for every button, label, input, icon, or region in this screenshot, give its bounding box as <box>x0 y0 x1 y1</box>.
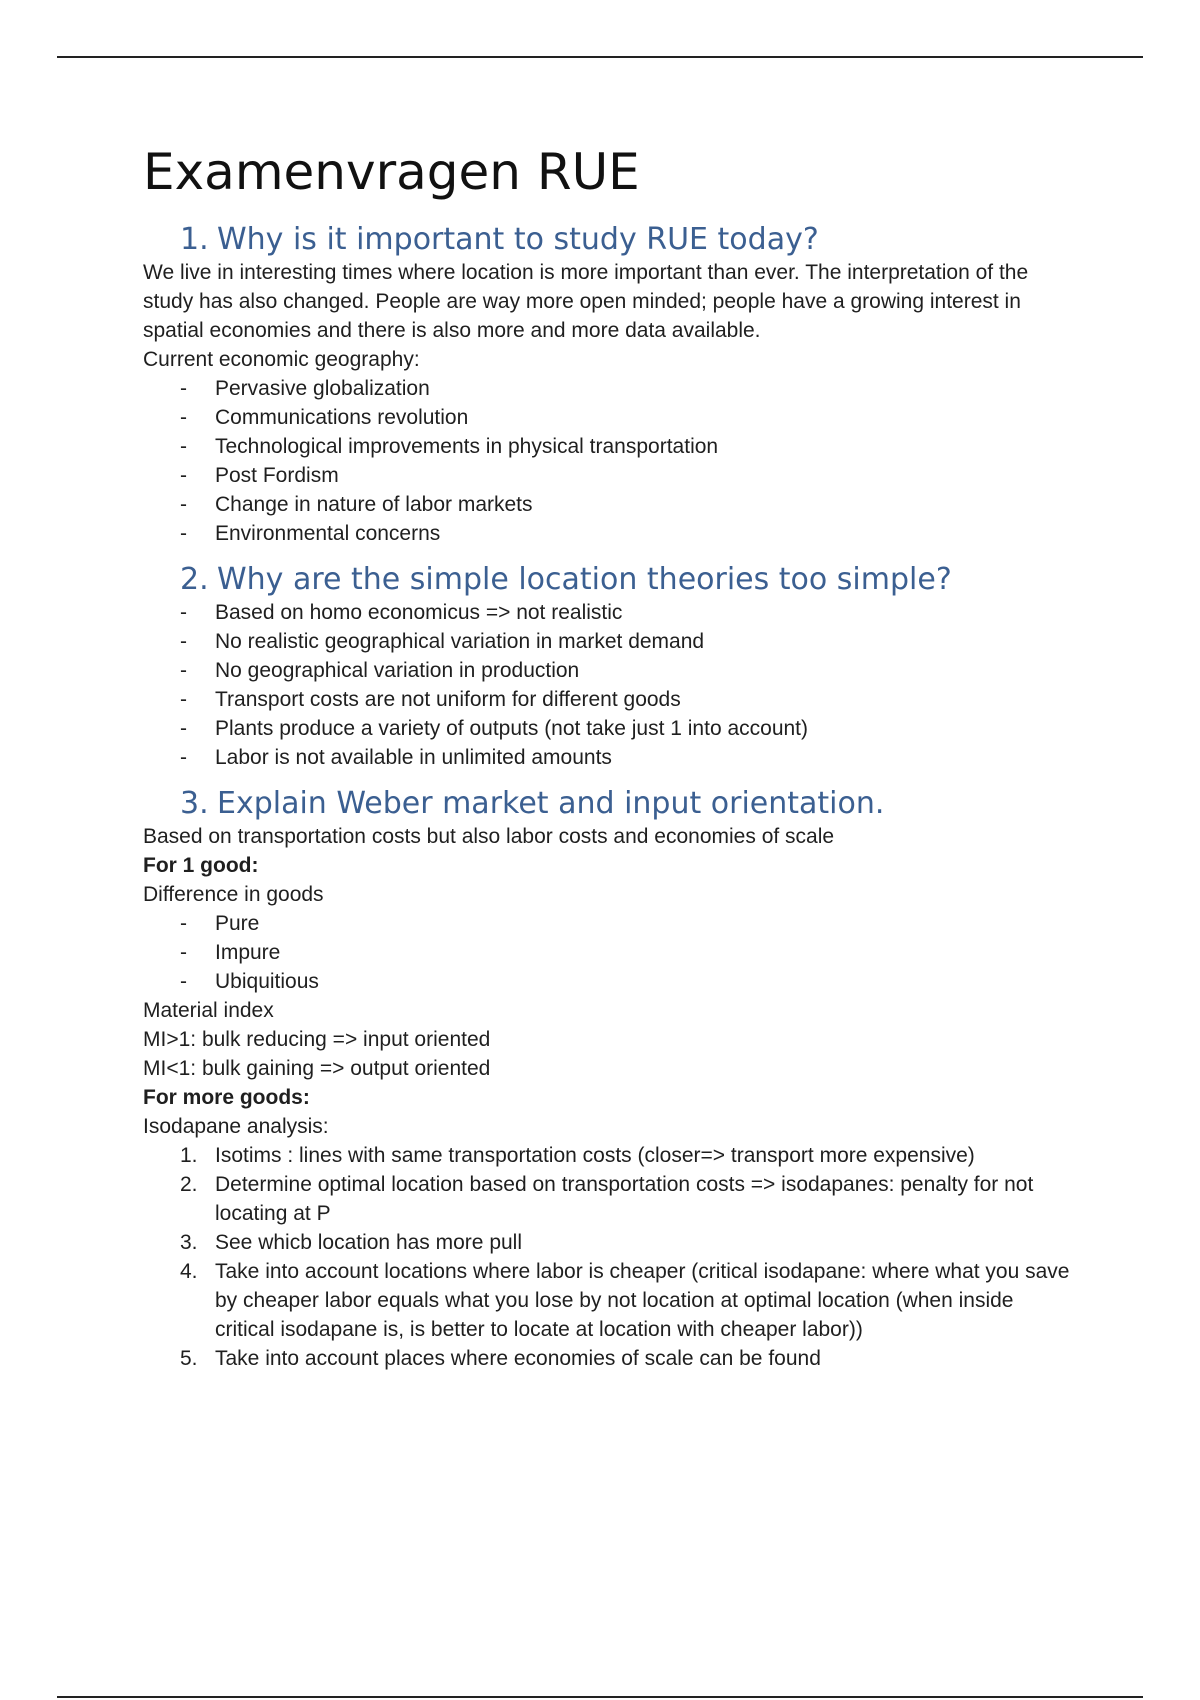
q3-material-index: Material index <box>143 999 274 1022</box>
list-item: - Technological improvements in physical transportation <box>180 435 719 458</box>
list-item: - Post Fordism <box>180 464 339 487</box>
q1-list <box>143 374 1073 548</box>
q3-isodapane-intro: Isodapane analysis: <box>143 1115 329 1138</box>
q3-mi-greater: MI>1: bulk reducing => input oriented <box>143 1028 491 1051</box>
q2-number: 2. <box>180 562 209 597</box>
q3-one-good-label: For 1 good: <box>143 854 259 877</box>
list-item: - Pervasive globalization <box>180 377 430 400</box>
list-item: 4. Take into account locations where labor is cheaper (critical isodapane: where what you save by cheaper labor equals what you lose by not location at optimal location (when inside critical isodapane is, is better to locate at location with cheaper labor)) <box>180 1260 1070 1341</box>
q1-number: 1. <box>180 222 209 257</box>
q1-paragraph: We live in interesting times where location is more important than ever. The interpretation of the study has also changed. People are way more open minded; people have a growing interest in spatial economies and there is also more and more data available. <box>143 261 1029 342</box>
list-item: - Ubiquitious <box>180 970 319 993</box>
list-item: - Change in nature of labor markets <box>180 493 533 516</box>
q3-intro: Based on transportation costs but also labor costs and economies of scale <box>143 825 835 848</box>
list-item: - Transport costs are not uniform for different goods <box>180 688 681 711</box>
section-q1 <box>143 222 1073 548</box>
document-page <box>143 140 1073 1387</box>
section-q3 <box>143 786 1073 1373</box>
q2-list <box>143 598 1073 772</box>
q1-list-intro: Current economic geography: <box>143 348 420 371</box>
q3-more-goods-label: For more goods: <box>143 1086 310 1109</box>
list-item: 3. See whicb location has more pull <box>180 1231 523 1254</box>
q3-heading-text: Explain Weber market and input orientation. <box>217 786 885 821</box>
bottom-rule <box>57 1696 1143 1698</box>
q2-heading <box>143 562 1073 598</box>
list-item: - Based on homo economicus => not realistic <box>180 601 623 624</box>
q2-heading-text: Why are the simple location theories too simple? <box>217 562 952 597</box>
document-title: Examenvragen RUE <box>143 143 640 201</box>
list-item: - Labor is not available in unlimited amounts <box>180 746 612 769</box>
q1-heading <box>143 222 1073 258</box>
q3-mi-less: MI<1: bulk gaining => output oriented <box>143 1057 491 1080</box>
q3-steps-list <box>143 1141 1073 1373</box>
list-item: - No realistic geographical variation in market demand <box>180 630 705 653</box>
list-item: - Communications revolution <box>180 406 469 429</box>
list-item: - Pure <box>180 912 260 935</box>
list-item: 5. Take into account places where economies of scale can be found <box>180 1347 821 1370</box>
top-rule <box>57 56 1143 58</box>
q3-goods-intro: Difference in goods <box>143 883 324 906</box>
q3-goods-list <box>143 909 1073 996</box>
q3-number: 3. <box>180 786 209 821</box>
list-item: - No geographical variation in production <box>180 659 580 682</box>
list-item: 2. Determine optimal location based on transportation costs => isodapanes: penalty for not locating at P <box>180 1173 1034 1225</box>
list-item: 1. Isotims : lines with same transportation costs (closer=> transport more expensive) <box>180 1144 975 1167</box>
q3-heading <box>143 786 1073 822</box>
section-q2 <box>143 562 1073 772</box>
list-item: - Environmental concerns <box>180 522 441 545</box>
list-item: - Plants produce a variety of outputs (not take just 1 into account) <box>180 717 809 740</box>
q1-heading-text: Why is it important to study RUE today? <box>217 222 819 257</box>
list-item: - Impure <box>180 941 281 964</box>
